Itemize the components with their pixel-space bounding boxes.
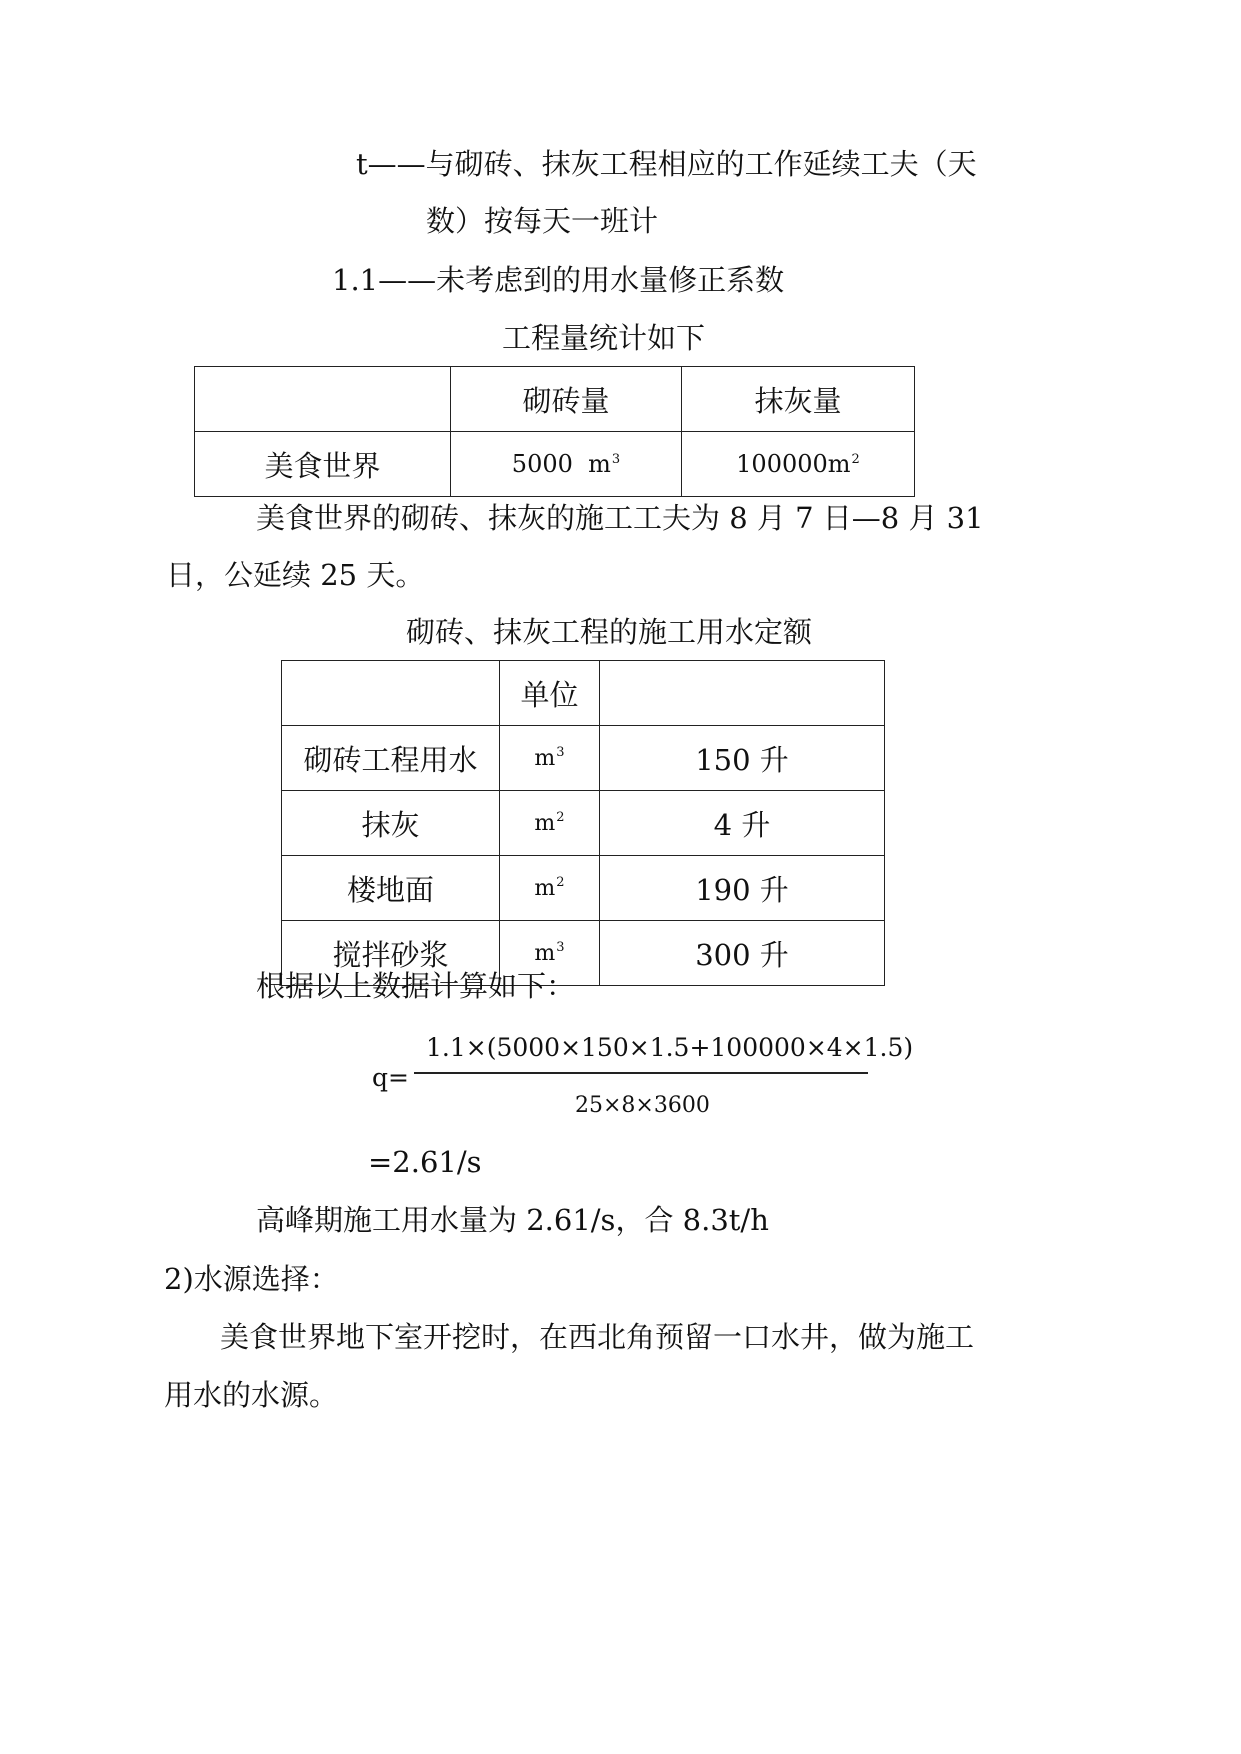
table-header-row xyxy=(282,661,885,726)
formula-label: q= xyxy=(372,1063,409,1092)
row-name: 楼地面 xyxy=(282,856,500,921)
table-row xyxy=(282,791,885,856)
unit-sup: 2 xyxy=(556,810,565,825)
row-unit xyxy=(500,726,600,791)
row-label: 美食世界 xyxy=(195,432,451,497)
para4: 高峰期施工用水量为 2.61/s，合 8.3t/h xyxy=(256,1203,769,1237)
plaster-quantity xyxy=(682,432,915,497)
formula-denominator: 25×8×3600 xyxy=(575,1093,710,1118)
unit-base: m xyxy=(534,746,556,771)
header-cell-brick: 砌砖量 xyxy=(451,367,682,432)
plaster-value: 100000 xyxy=(736,450,828,478)
table2-caption: 砌砖、抹灰工程的施工用水定额 xyxy=(406,615,813,649)
header-cell-unit: 单位 xyxy=(500,661,600,726)
unit-sup: 3 xyxy=(556,745,565,760)
row-name: 抹灰 xyxy=(282,791,500,856)
row-unit xyxy=(500,856,600,921)
header-cell xyxy=(600,661,885,726)
unit-base: m xyxy=(534,941,556,966)
para2: 1.1——未考虑到的用水量修正系数 xyxy=(332,263,785,297)
table-row xyxy=(282,726,885,791)
row-quota: 300 升 xyxy=(600,921,885,986)
unit-sup: 3 xyxy=(556,940,565,955)
brick-unit-sup: 3 xyxy=(611,452,621,467)
header-cell xyxy=(195,367,451,432)
calc-intro: 根据以上数据计算如下： xyxy=(256,969,576,1003)
row-unit xyxy=(500,791,600,856)
para3-line2: 日，公延续 25 天。 xyxy=(166,558,425,592)
header-cell xyxy=(282,661,500,726)
fraction-bar xyxy=(414,1072,868,1074)
plaster-unit: m xyxy=(827,450,851,478)
row-quota: 4 升 xyxy=(600,791,885,856)
section2-heading: 2)水源选择： xyxy=(164,1262,339,1296)
header-cell-plaster: 抹灰量 xyxy=(682,367,915,432)
brick-unit: m xyxy=(588,450,611,478)
row-name: 搅拌砂浆 xyxy=(282,921,500,986)
para3-line1: 美食世界的砌砖、抹灰的施工工夫为 8 月 7 日—8 月 31 xyxy=(256,501,984,535)
brick-value: 5000 xyxy=(511,450,573,478)
table-row xyxy=(195,432,915,497)
section2-line1: 美食世界地下室开挖时，在西北角预留一口水井，做为施工 xyxy=(220,1320,975,1354)
row-quota: 190 升 xyxy=(600,856,885,921)
quantity-table xyxy=(194,366,915,497)
table-row xyxy=(282,856,885,921)
table1-caption: 工程量统计如下 xyxy=(502,321,706,355)
para1-line2: 数）按每天一班计 xyxy=(426,204,659,238)
water-quota-table xyxy=(281,660,885,986)
formula-numerator: 1.1×(5000×150×1.5+100000×4×1.5) xyxy=(426,1033,914,1062)
plaster-unit-sup: 2 xyxy=(851,452,860,467)
brick-quantity xyxy=(451,432,682,497)
formula-result: =2.61/s xyxy=(368,1145,482,1179)
row-name: 砌砖工程用水 xyxy=(282,726,500,791)
unit-base: m xyxy=(534,811,556,836)
table-header-row xyxy=(195,367,915,432)
row-quota: 150 升 xyxy=(600,726,885,791)
para1-line1: t——与砌砖、抹灰工程相应的工作延续工夫（天 xyxy=(356,147,977,181)
section2-line2: 用水的水源。 xyxy=(164,1378,339,1412)
unit-sup: 2 xyxy=(556,875,565,890)
unit-base: m xyxy=(534,876,556,901)
